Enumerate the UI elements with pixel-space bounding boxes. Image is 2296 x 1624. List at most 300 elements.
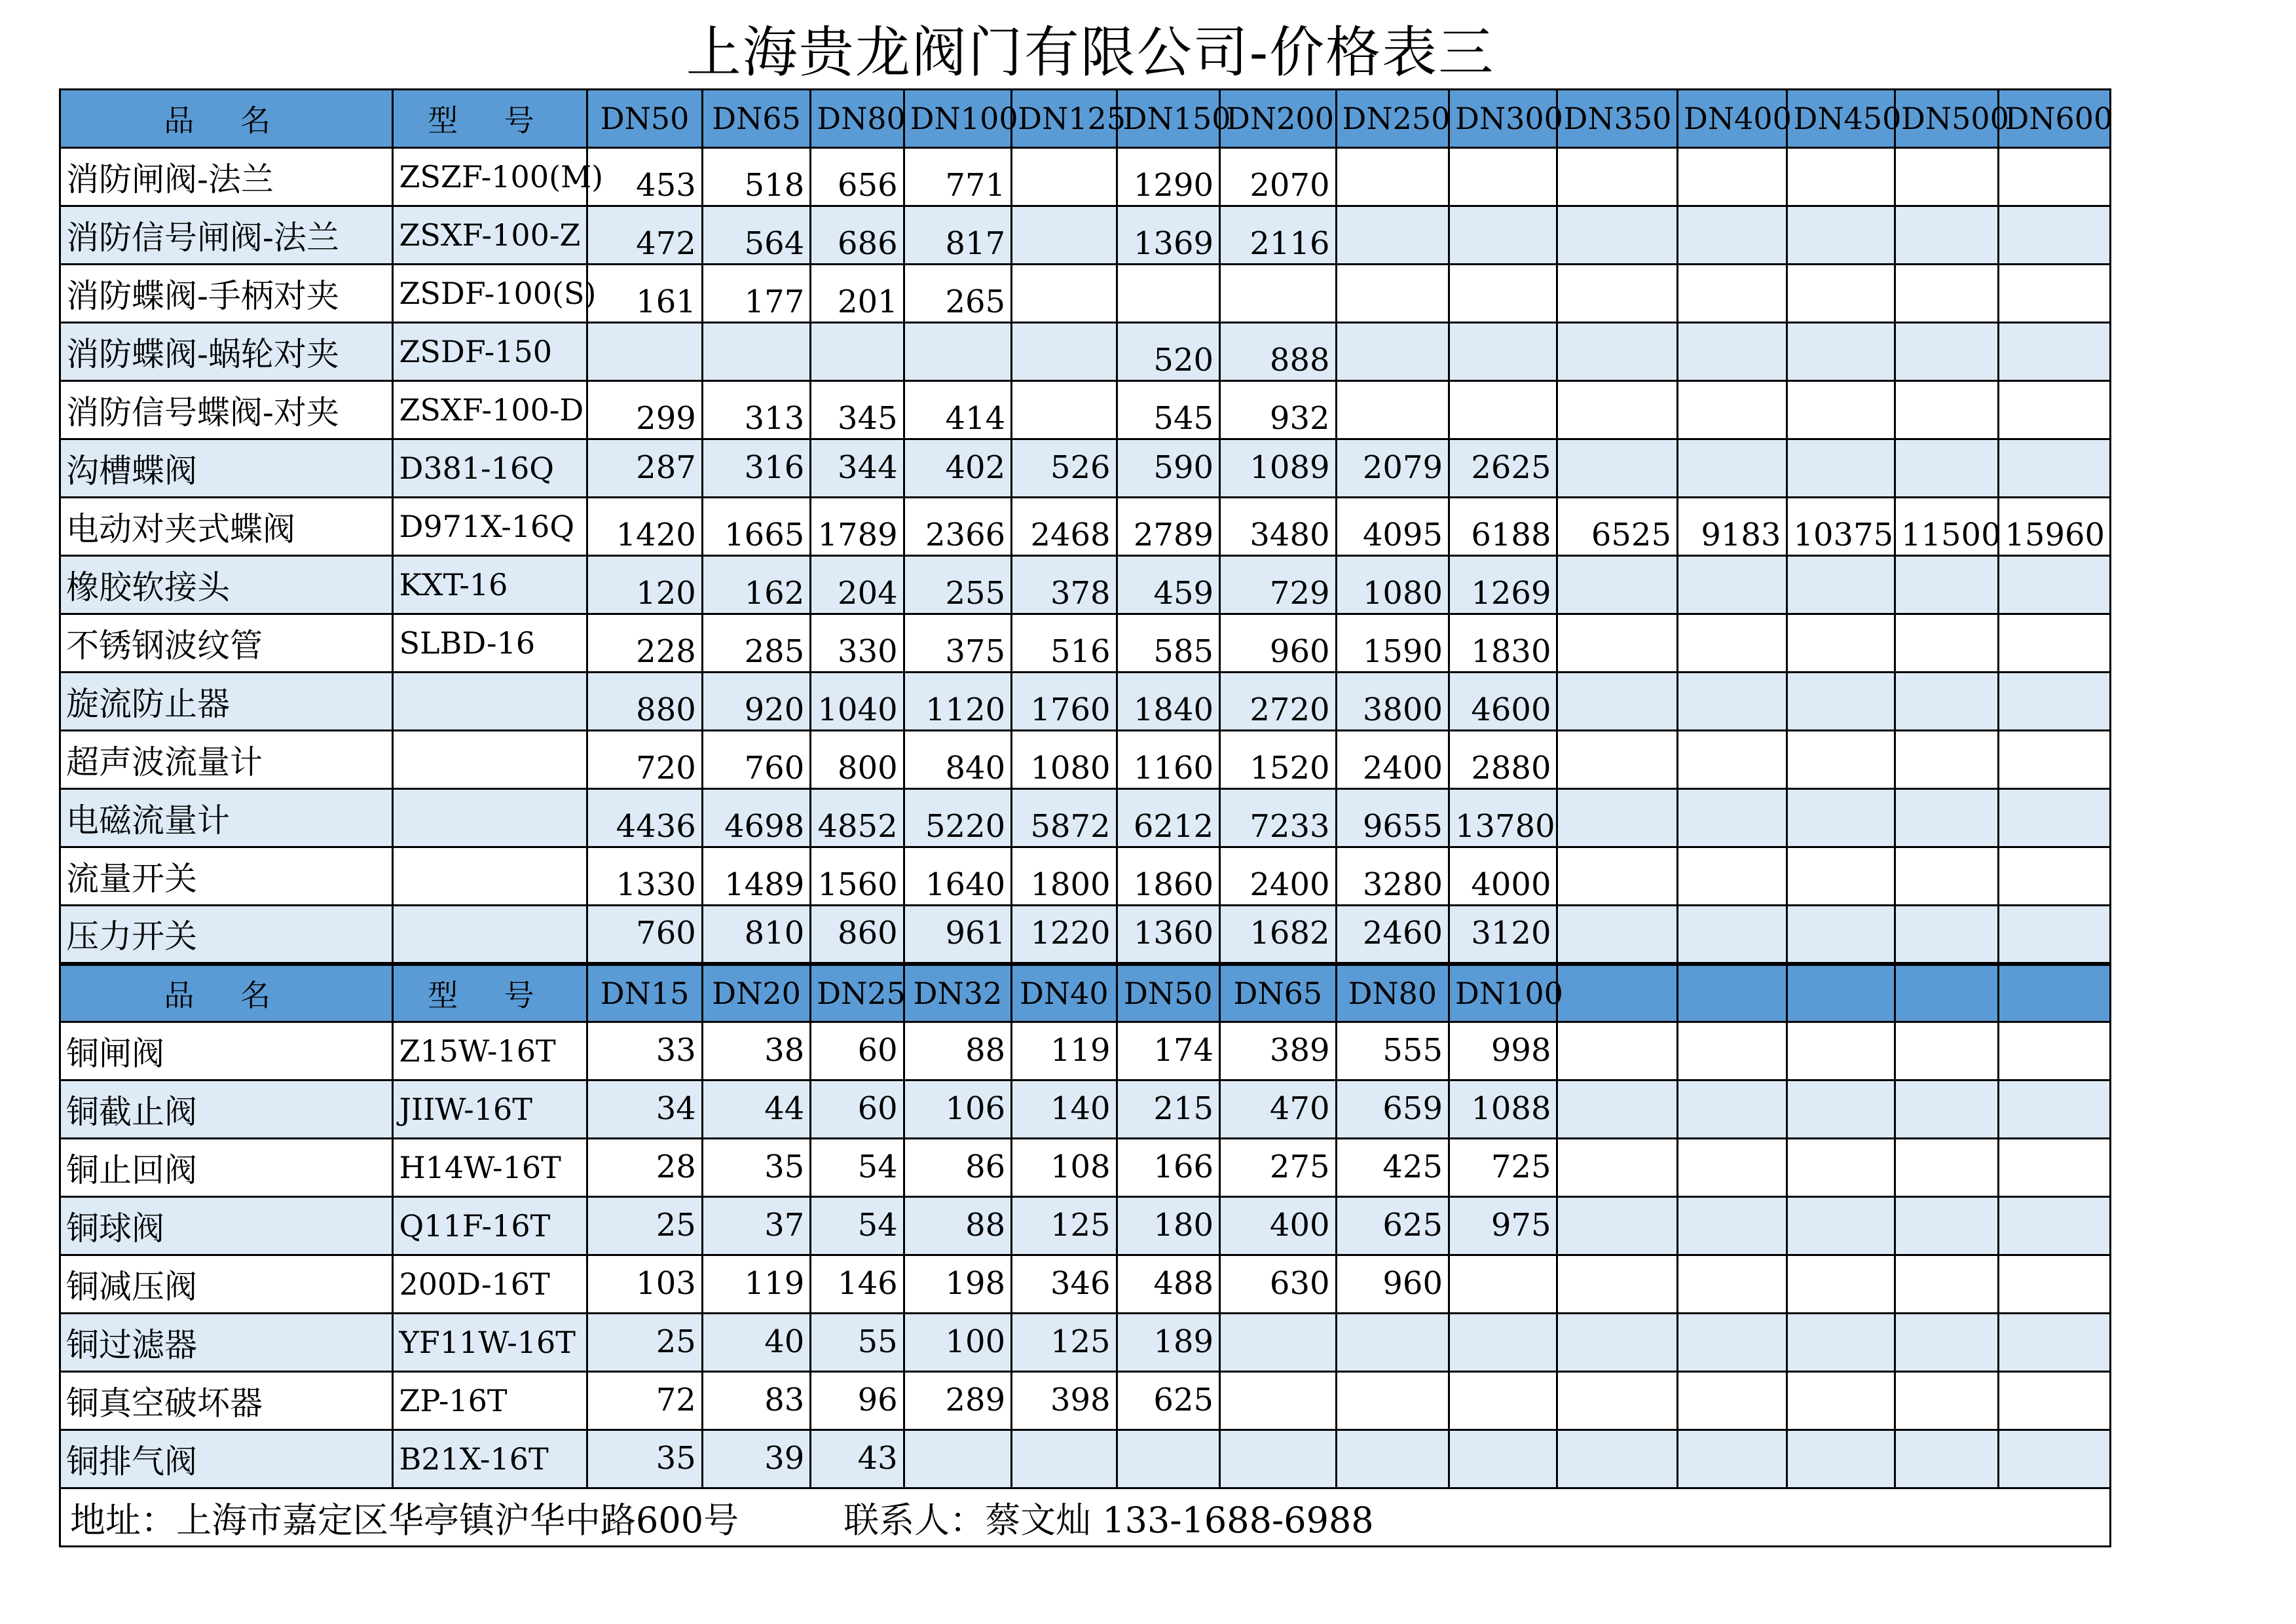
price-cell: 146 <box>811 1255 904 1314</box>
column-header: DN350 <box>1557 90 1678 148</box>
column-header: DN450 <box>1787 90 1895 148</box>
price-cell: 402 <box>904 439 1011 498</box>
product-name: 消防信号闸阀-法兰 <box>60 206 393 265</box>
price-cell: 1800 <box>1012 847 1117 906</box>
price-cell <box>1895 1372 1998 1430</box>
table-row <box>60 323 2111 381</box>
price-cell: 287 <box>587 439 703 498</box>
price-cell: 88 <box>904 1022 1011 1080</box>
price-cell: 204 <box>811 556 904 614</box>
price-cell <box>1895 614 1998 673</box>
table-row <box>60 206 2111 265</box>
price-cell <box>1999 1255 2111 1314</box>
price-cell: 60 <box>811 1080 904 1139</box>
product-name: 电磁流量计 <box>60 789 393 847</box>
price-cell <box>1787 731 1895 789</box>
model-number: JIIW-16T <box>393 1080 587 1139</box>
price-cell <box>1999 381 2111 439</box>
price-cell <box>1336 265 1449 323</box>
product-name: 消防蝶阀-蜗轮对夹 <box>60 323 393 381</box>
column-header: DN20 <box>702 964 810 1022</box>
column-header <box>1999 964 2111 1022</box>
price-cell <box>1787 1314 1895 1372</box>
price-cell <box>1787 381 1895 439</box>
model-number <box>393 789 587 847</box>
price-cell: 34 <box>587 1080 703 1139</box>
page-title: 上海贵龙阀门有限公司-价格表三 <box>686 20 1495 84</box>
price-cell: 215 <box>1117 1080 1219 1139</box>
model-number: ZSXF-100-D <box>393 381 587 439</box>
price-cell: 888 <box>1220 323 1337 381</box>
price-cell <box>1557 439 1678 498</box>
price-cell: 9655 <box>1336 789 1449 847</box>
column-header: DN40 <box>1012 964 1117 1022</box>
price-cell <box>1787 323 1895 381</box>
price-cell <box>1895 265 1998 323</box>
price-cell: 2789 <box>1117 498 1219 556</box>
table-row <box>60 1139 2111 1197</box>
price-cell: 289 <box>904 1372 1011 1430</box>
price-cell: 488 <box>1117 1255 1219 1314</box>
column-header: DN50 <box>587 90 703 148</box>
price-cell: 472 <box>587 206 703 265</box>
price-cell <box>1678 614 1787 673</box>
price-cell: 459 <box>1117 556 1219 614</box>
price-cell <box>1012 381 1117 439</box>
model-number: KXT-16 <box>393 556 587 614</box>
price-cell <box>1999 789 2111 847</box>
price-cell <box>1787 439 1895 498</box>
price-cell <box>1999 673 2111 731</box>
model-number <box>393 906 587 964</box>
price-cell <box>1336 1430 1449 1488</box>
model-number: YF11W-16T <box>393 1314 587 1372</box>
price-cell <box>1895 1197 1998 1255</box>
price-cell: 960 <box>1220 614 1337 673</box>
price-cell: 4095 <box>1336 498 1449 556</box>
price-cell <box>1787 1139 1895 1197</box>
product-name: 消防闸阀-法兰 <box>60 148 393 206</box>
price-cell: 3120 <box>1449 906 1557 964</box>
price-cell <box>1895 1255 1998 1314</box>
price-cell <box>1787 673 1895 731</box>
price-cell <box>1449 323 1557 381</box>
price-cell: 177 <box>702 265 810 323</box>
price-cell <box>1895 789 1998 847</box>
price-cell: 585 <box>1117 614 1219 673</box>
price-cell <box>1999 323 2111 381</box>
price-cell <box>1787 148 1895 206</box>
product-name: 铜真空破坏器 <box>60 1372 393 1430</box>
column-header: DN200 <box>1220 90 1337 148</box>
price-cell <box>1999 1022 2111 1080</box>
price-cell: 4600 <box>1449 673 1557 731</box>
price-cell: 103 <box>587 1255 703 1314</box>
price-cell <box>1012 148 1117 206</box>
price-cell: 38 <box>702 1022 810 1080</box>
price-cell: 1420 <box>587 498 703 556</box>
price-cell <box>1787 906 1895 964</box>
price-cell: 840 <box>904 731 1011 789</box>
table-row <box>60 1197 2111 1255</box>
price-cell: 1330 <box>587 847 703 906</box>
price-cell <box>1678 556 1787 614</box>
column-header: DN50 <box>1117 964 1219 1022</box>
price-cell: 1369 <box>1117 206 1219 265</box>
price-cell <box>1678 1314 1787 1372</box>
header-row <box>60 964 2111 1022</box>
price-cell: 1120 <box>904 673 1011 731</box>
price-cell: 2625 <box>1449 439 1557 498</box>
price-cell <box>1999 1430 2111 1488</box>
price-cell: 932 <box>1220 381 1337 439</box>
price-cell: 2400 <box>1220 847 1337 906</box>
price-cell: 686 <box>811 206 904 265</box>
price-cell: 920 <box>702 673 810 731</box>
table-row <box>60 439 2111 498</box>
price-cell: 28 <box>587 1139 703 1197</box>
price-cell: 817 <box>904 206 1011 265</box>
price-cell <box>1220 1372 1337 1430</box>
price-cell <box>1895 1139 1998 1197</box>
price-cell <box>1557 1197 1678 1255</box>
price-cell: 2880 <box>1449 731 1557 789</box>
price-cell <box>1895 731 1998 789</box>
price-cell <box>1787 556 1895 614</box>
price-cell: 2400 <box>1336 731 1449 789</box>
table-row <box>60 847 2111 906</box>
price-cell: 375 <box>904 614 1011 673</box>
price-cell: 54 <box>811 1139 904 1197</box>
column-header: DN65 <box>1220 964 1337 1022</box>
price-cell: 174 <box>1117 1022 1219 1080</box>
price-cell: 2720 <box>1220 673 1337 731</box>
column-header: DN65 <box>702 90 810 148</box>
price-table <box>59 88 2111 1547</box>
price-cell: 425 <box>1336 1139 1449 1197</box>
price-cell <box>1895 1314 1998 1372</box>
price-cell: 1590 <box>1336 614 1449 673</box>
price-cell: 255 <box>904 556 1011 614</box>
price-cell: 4698 <box>702 789 810 847</box>
price-cell: 960 <box>1336 1255 1449 1314</box>
price-cell <box>1678 1022 1787 1080</box>
column-header: DN150 <box>1117 90 1219 148</box>
price-cell: 810 <box>702 906 810 964</box>
price-cell <box>1449 1314 1557 1372</box>
price-cell <box>1678 1139 1787 1197</box>
price-cell: 1640 <box>904 847 1011 906</box>
price-cell: 9183 <box>1678 498 1787 556</box>
price-cell <box>1678 673 1787 731</box>
column-header <box>1557 964 1678 1022</box>
price-cell: 265 <box>904 265 1011 323</box>
price-cell <box>1787 1197 1895 1255</box>
price-cell: 1789 <box>811 498 904 556</box>
price-cell <box>1895 1022 1998 1080</box>
product-name: 橡胶软接头 <box>60 556 393 614</box>
price-cell: 3800 <box>1336 673 1449 731</box>
price-cell: 518 <box>702 148 810 206</box>
price-cell: 275 <box>1220 1139 1337 1197</box>
price-cell: 35 <box>587 1430 703 1488</box>
price-cell: 564 <box>702 206 810 265</box>
price-cell <box>1895 847 1998 906</box>
table-row <box>60 1372 2111 1430</box>
price-cell: 526 <box>1012 439 1117 498</box>
price-cell: 11500 <box>1895 498 1998 556</box>
table-row <box>60 1022 2111 1080</box>
price-cell <box>1336 206 1449 265</box>
table-row <box>60 381 2111 439</box>
price-cell: 625 <box>1117 1372 1219 1430</box>
price-cell: 720 <box>587 731 703 789</box>
price-cell <box>1557 206 1678 265</box>
price-cell: 162 <box>702 556 810 614</box>
price-cell <box>1999 731 2111 789</box>
model-number: ZSDF-150 <box>393 323 587 381</box>
price-cell <box>1787 614 1895 673</box>
price-cell: 414 <box>904 381 1011 439</box>
price-cell <box>1895 439 1998 498</box>
price-cell: 37 <box>702 1197 810 1255</box>
column-header <box>1678 964 1787 1022</box>
price-cell: 345 <box>811 381 904 439</box>
price-cell <box>1336 323 1449 381</box>
price-cell: 975 <box>1449 1197 1557 1255</box>
price-cell <box>1678 206 1787 265</box>
price-cell: 4000 <box>1449 847 1557 906</box>
price-cell: 7233 <box>1220 789 1337 847</box>
price-cell: 3480 <box>1220 498 1337 556</box>
company-address: 地址：上海市嘉定区华亭镇沪华中路600号 <box>70 1499 739 1541</box>
column-header: DN250 <box>1336 90 1449 148</box>
price-cell <box>1999 1197 2111 1255</box>
product-name: 铜球阀 <box>60 1197 393 1255</box>
price-cell: 998 <box>1449 1022 1557 1080</box>
product-name: 旋流防止器 <box>60 673 393 731</box>
price-cell: 453 <box>587 148 703 206</box>
price-cell: 108 <box>1012 1139 1117 1197</box>
column-header: DN600 <box>1999 90 2111 148</box>
price-cell: 35 <box>702 1139 810 1197</box>
price-cell: 13780 <box>1449 789 1557 847</box>
price-cell: 166 <box>1117 1139 1219 1197</box>
price-cell <box>1220 265 1337 323</box>
price-cell <box>1999 439 2111 498</box>
price-cell <box>1895 1430 1998 1488</box>
table-row <box>60 731 2111 789</box>
price-cell: 119 <box>1012 1022 1117 1080</box>
model-number: ZSXF-100-Z <box>393 206 587 265</box>
price-cell: 2366 <box>904 498 1011 556</box>
price-cell: 2460 <box>1336 906 1449 964</box>
price-cell: 555 <box>1336 1022 1449 1080</box>
price-cell: 1080 <box>1336 556 1449 614</box>
price-cell <box>1336 1314 1449 1372</box>
model-number: H14W-16T <box>393 1139 587 1197</box>
price-cell <box>1449 148 1557 206</box>
price-cell: 43 <box>811 1430 904 1488</box>
price-cell <box>1678 847 1787 906</box>
price-cell: 1160 <box>1117 731 1219 789</box>
price-cell <box>904 1430 1011 1488</box>
price-cell: 630 <box>1220 1255 1337 1314</box>
table-row <box>60 265 2111 323</box>
table-row <box>60 906 2111 964</box>
price-cell <box>1336 1372 1449 1430</box>
price-cell: 72 <box>587 1372 703 1430</box>
price-cell <box>1787 1255 1895 1314</box>
product-name: 电动对夹式蝶阀 <box>60 498 393 556</box>
price-cell <box>1787 1080 1895 1139</box>
price-cell: 189 <box>1117 1314 1219 1372</box>
price-cell: 545 <box>1117 381 1219 439</box>
price-cell <box>1787 1372 1895 1430</box>
model-number <box>393 731 587 789</box>
price-cell <box>1895 323 1998 381</box>
model-number: ZSZF-100(M) <box>393 148 587 206</box>
model-number: 200D-16T <box>393 1255 587 1314</box>
column-header <box>1787 964 1895 1022</box>
price-cell <box>1787 847 1895 906</box>
model-number <box>393 847 587 906</box>
price-cell <box>1449 1372 1557 1430</box>
column-header: DN125 <box>1012 90 1117 148</box>
column-header: DN25 <box>811 964 904 1022</box>
price-cell <box>1557 614 1678 673</box>
price-cell: 1089 <box>1220 439 1337 498</box>
column-header: DN80 <box>811 90 904 148</box>
price-cell: 285 <box>702 614 810 673</box>
price-cell: 330 <box>811 614 904 673</box>
table-row <box>60 673 2111 731</box>
price-cell <box>1557 731 1678 789</box>
price-cell: 4852 <box>811 789 904 847</box>
price-cell <box>1999 1080 2111 1139</box>
price-cell: 39 <box>702 1430 810 1488</box>
price-cell <box>1895 906 1998 964</box>
column-header: DN80 <box>1336 964 1449 1022</box>
price-cell <box>1117 265 1219 323</box>
price-cell <box>1999 1314 2111 1372</box>
price-cell: 1560 <box>811 847 904 906</box>
model-number: Q11F-16T <box>393 1197 587 1255</box>
price-cell: 120 <box>587 556 703 614</box>
price-cell <box>702 323 810 381</box>
product-name: 超声波流量计 <box>60 731 393 789</box>
price-cell <box>1557 265 1678 323</box>
price-cell: 2070 <box>1220 148 1337 206</box>
model-number: D381-16Q <box>393 439 587 498</box>
column-header: 型 号 <box>393 964 587 1022</box>
price-cell <box>1557 1022 1678 1080</box>
price-cell: 656 <box>811 148 904 206</box>
price-cell <box>1557 789 1678 847</box>
price-cell: 760 <box>587 906 703 964</box>
price-cell: 299 <box>587 381 703 439</box>
price-cell: 880 <box>587 673 703 731</box>
price-table-body <box>60 90 2111 1547</box>
model-number: Z15W-16T <box>393 1022 587 1080</box>
price-cell <box>1999 1372 2111 1430</box>
price-cell <box>1012 206 1117 265</box>
price-cell <box>1787 1430 1895 1488</box>
price-cell: 316 <box>702 439 810 498</box>
model-number: D971X-16Q <box>393 498 587 556</box>
price-cell <box>1557 1139 1678 1197</box>
price-cell <box>1557 673 1678 731</box>
price-cell: 1080 <box>1012 731 1117 789</box>
price-cell <box>1895 381 1998 439</box>
price-cell <box>1999 148 2111 206</box>
price-cell <box>1678 439 1787 498</box>
price-cell <box>1999 265 2111 323</box>
price-cell <box>1557 906 1678 964</box>
price-cell <box>904 323 1011 381</box>
footer-cell <box>60 1488 2111 1547</box>
price-cell: 389 <box>1220 1022 1337 1080</box>
price-cell: 83 <box>702 1372 810 1430</box>
price-cell <box>1220 1314 1337 1372</box>
price-cell: 1290 <box>1117 148 1219 206</box>
price-cell: 33 <box>587 1022 703 1080</box>
price-cell: 378 <box>1012 556 1117 614</box>
column-header: 品 名 <box>60 90 393 148</box>
price-cell: 161 <box>587 265 703 323</box>
price-cell: 60 <box>811 1022 904 1080</box>
price-cell: 1860 <box>1117 847 1219 906</box>
model-number <box>393 673 587 731</box>
price-cell <box>1678 1197 1787 1255</box>
table-row <box>60 148 2111 206</box>
price-cell <box>1678 265 1787 323</box>
price-cell: 1489 <box>702 847 810 906</box>
price-cell: 119 <box>702 1255 810 1314</box>
price-cell <box>1678 1372 1787 1430</box>
column-header: DN500 <box>1895 90 1998 148</box>
table-row <box>60 498 2111 556</box>
price-cell: 659 <box>1336 1080 1449 1139</box>
price-cell: 96 <box>811 1372 904 1430</box>
price-cell <box>1449 206 1557 265</box>
price-cell: 201 <box>811 265 904 323</box>
price-cell: 516 <box>1012 614 1117 673</box>
price-cell: 1360 <box>1117 906 1219 964</box>
price-cell: 1840 <box>1117 673 1219 731</box>
price-cell: 1088 <box>1449 1080 1557 1139</box>
product-name: 铜过滤器 <box>60 1314 393 1372</box>
column-header: DN15 <box>587 964 703 1022</box>
price-cell <box>1678 323 1787 381</box>
price-cell <box>1787 789 1895 847</box>
price-cell <box>1336 381 1449 439</box>
price-cell: 760 <box>702 731 810 789</box>
price-cell <box>587 323 703 381</box>
table-row <box>60 1080 2111 1139</box>
price-cell <box>1220 1430 1337 1488</box>
price-cell <box>1336 148 1449 206</box>
price-cell: 54 <box>811 1197 904 1255</box>
price-cell <box>1012 323 1117 381</box>
table-row <box>60 556 2111 614</box>
product-name: 铜止回阀 <box>60 1139 393 1197</box>
column-header: DN32 <box>904 964 1011 1022</box>
table-row <box>60 1314 2111 1372</box>
price-cell: 729 <box>1220 556 1337 614</box>
contact-person: 联系人：蔡文灿 133-1688-6988 <box>843 1499 1374 1541</box>
price-cell: 6525 <box>1557 498 1678 556</box>
